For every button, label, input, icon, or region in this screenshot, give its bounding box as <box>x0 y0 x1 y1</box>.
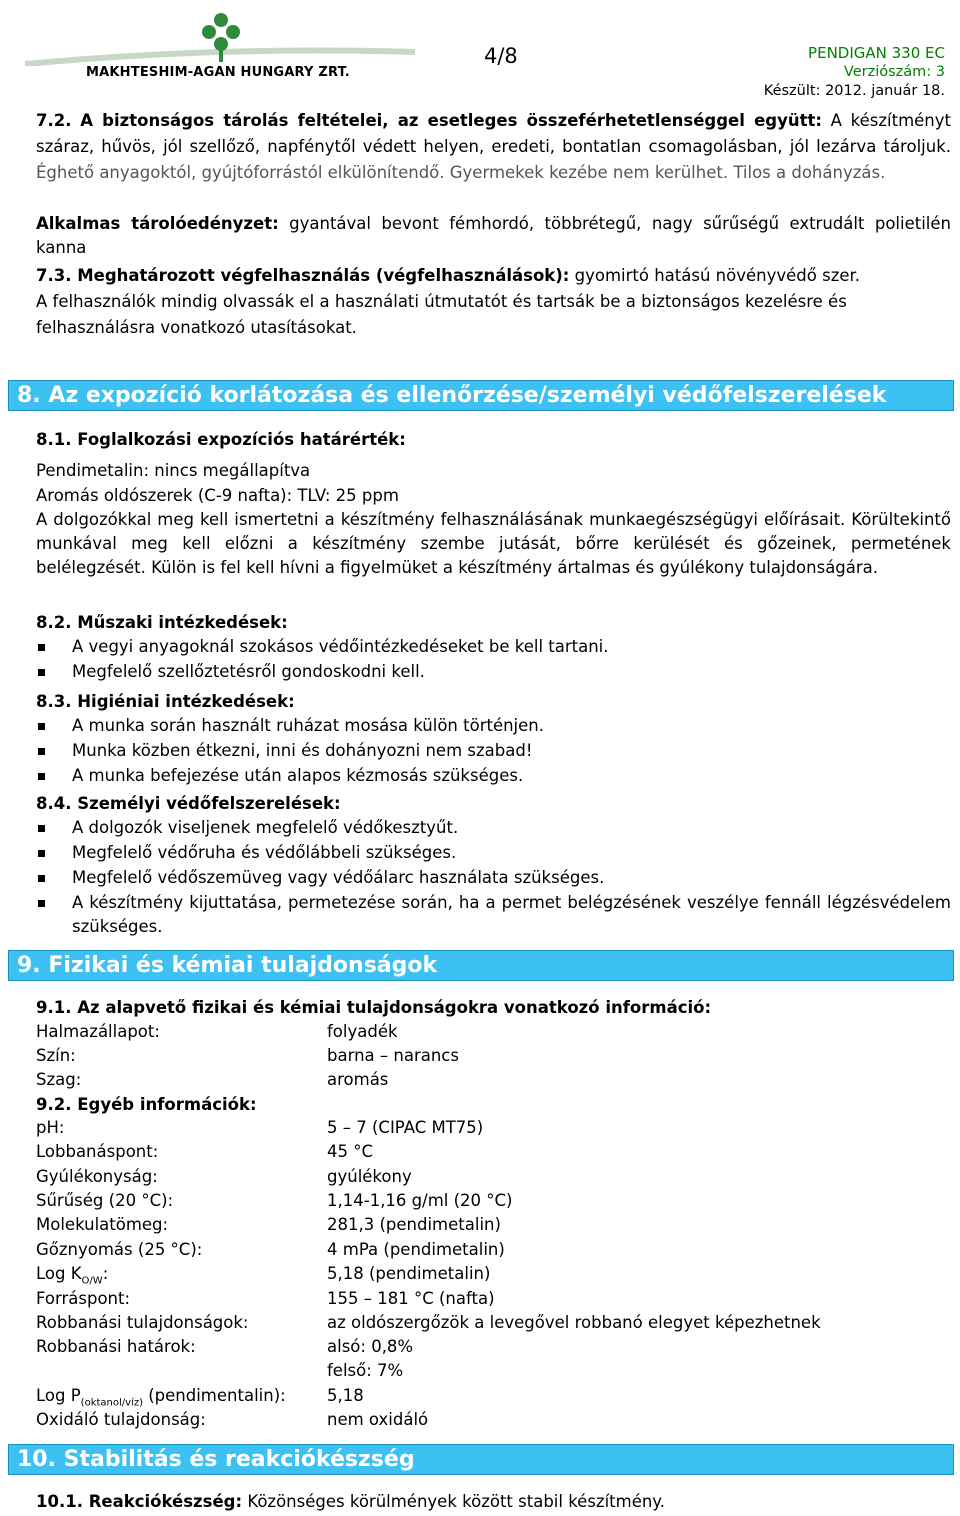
storage-container <box>36 212 951 260</box>
logo-icon <box>20 6 420 66</box>
list-item: A munka során használt ruházat mosása külön történjen. <box>36 714 951 738</box>
issue-date: Készült: 2012. január 18. <box>763 83 945 99</box>
section-8-banner: 8. Az expozíció korlátozása és ellenőrzése/személyi védőfelszerelések <box>8 380 954 411</box>
s72-text-b: Éghető anyagoktól, gyújtóforrástól elkülönítendő. Gyermekek kezébe nem kerülhet. Tilos a dohányzás. <box>36 163 886 182</box>
s72-text-a: A készítményt száraz, hűvös, jól szellőző, napfénytől védett helyen, eredeti, bontatlan csomagolásban, jól lezárva tároljuk. <box>36 111 951 156</box>
s73-title: 7.3. Meghatározott végfelhasználás (végfelhasználások): <box>36 266 570 285</box>
bullet-icon <box>38 825 45 832</box>
s84-title: 8.4. Személyi védőfelszerelések: <box>36 794 341 813</box>
bullet-icon <box>38 723 45 730</box>
company-name: MAKHTESHIM-AGAN HUNGARY ZRT. <box>86 65 350 80</box>
s73-note: A felhasználók mindig olvassák el a használati útmutatót és tartsák be a biztonságos kezelésre és felhasználásra vonatkozó utasításokat. <box>36 292 847 337</box>
list-item: Munka közben étkezni, inni és dohányozni nem szabad! <box>36 739 951 763</box>
s81-title: 8.1. Foglalkozási expozíciós határérték: <box>36 430 406 449</box>
section-10-banner: 10. Stabilitás és reakciókészség <box>8 1444 954 1475</box>
doc-meta <box>764 44 945 101</box>
bullet-icon <box>38 900 45 907</box>
bullet-icon <box>38 773 45 780</box>
s81-line-3: A dolgozókkal meg kell ismertetni a készítmény felhasználásának munkaegészségügyi előírásait. Körültekintő munkával meg kell előzni a készítmény szembe jutását, bőrre kerülését és gőzeinek, permetének belélegzését. Külön is fel kell hívni a figyelmüket a készítmény ártalmas és gyúlékony tulajdonságára. <box>36 510 951 577</box>
bullet-icon <box>38 748 45 755</box>
list-item: A munka befejezése után alapos kézmosás szükséges. <box>36 764 951 788</box>
s83-title: 8.3. Higiéniai intézkedések: <box>36 692 295 711</box>
container-label: Alkalmas tárolóedényzet: <box>36 214 279 233</box>
product-name: PENDIGAN 330 EC <box>808 44 945 62</box>
s91-title: 9.1. Az alapvető fizikai és kémiai tulajdonságokra vonatkozó információ: <box>36 998 712 1017</box>
section-7-2 <box>36 108 951 186</box>
version: Verziószám: 3 <box>843 64 945 80</box>
bullet-icon <box>38 644 45 651</box>
list-item: Megfelelő szellőztetésről gondoskodni kell. <box>36 660 951 684</box>
list-item: A vegyi anyagoknál szokásos védőintézkedéseket be kell tartani. <box>36 635 951 659</box>
s82-title: 8.2. Műszaki intézkedések: <box>36 613 288 632</box>
section-9-banner: 9. Fizikai és kémiai tulajdonságok <box>8 950 954 981</box>
list-item: A készítmény kijuttatása, permetezése során, ha a permet belégzésének veszélye fennáll légzésvédelem szükséges. <box>36 891 951 939</box>
bullet-icon <box>38 850 45 857</box>
s101-title: 10.1. Reakciókészség: <box>36 1492 243 1511</box>
s84-list <box>36 816 951 940</box>
s81-line-2: Aromás oldószerek (C-9 nafta): TLV: 25 ppm <box>36 486 399 505</box>
section-7-3 <box>36 264 951 288</box>
list-item: Megfelelő védőruha és védőlábbeli szükséges. <box>36 841 951 865</box>
page-number: 4/8 <box>484 44 518 68</box>
company-logo <box>20 6 420 66</box>
s72-num: 7.2. <box>36 111 72 130</box>
s81-line-1: Pendimetalin: nincs megállapítva <box>36 461 311 480</box>
bullet-icon <box>38 875 45 882</box>
s101-row <box>36 1490 951 1514</box>
s83-list <box>36 714 951 789</box>
list-item: Megfelelő védőszemüveg vagy védőálarc használata szükséges. <box>36 866 951 890</box>
list-item: A dolgozók viseljenek megfelelő védőkesztyűt. <box>36 816 951 840</box>
s101-text: Közönséges körülmények között stabil készítmény. <box>247 1492 665 1511</box>
bullet-icon <box>38 669 45 676</box>
s92-title: 9.2. Egyéb információk: <box>36 1095 257 1114</box>
s82-list <box>36 635 951 685</box>
container-text: gyantával bevont fémhordó, többrétegű, nagy sűrűségű extrudált polietilén kanna <box>36 214 951 257</box>
s72-title: A biztonságos tárolás feltételei, az esetleges összeférhetetlenséggel együtt: <box>80 111 822 130</box>
s73-text: gyomirtó hatású növényvédő szer. <box>574 266 861 285</box>
